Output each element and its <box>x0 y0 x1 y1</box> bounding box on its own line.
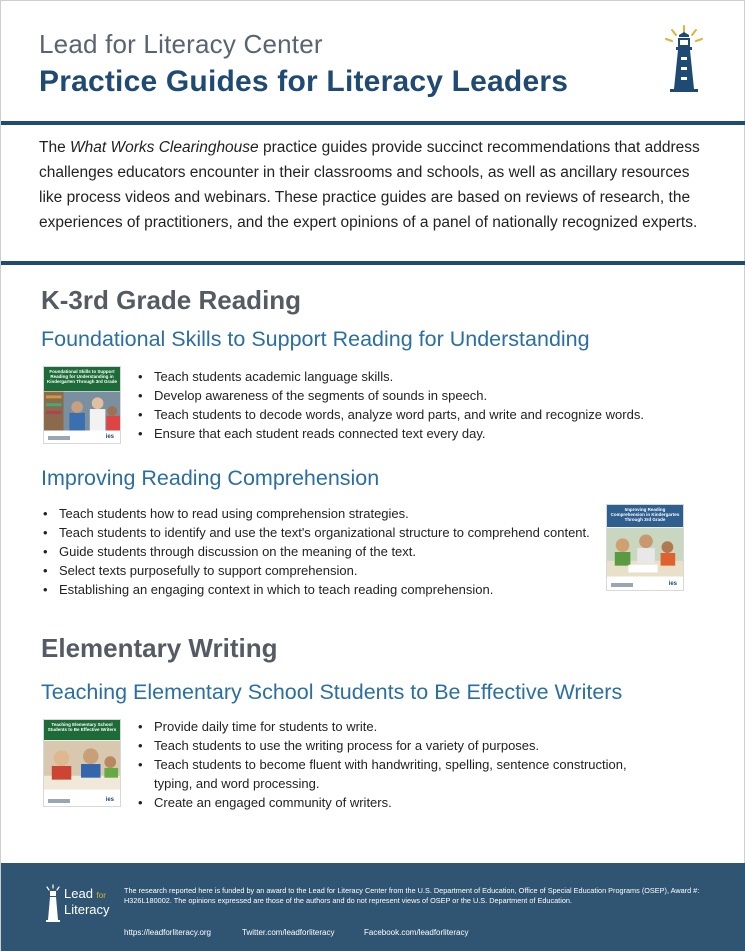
intro-paragraph <box>39 135 709 235</box>
cover-title: Improving Reading Comprehension in Kindergarten Through 3rd Grade <box>607 505 683 527</box>
section-heading-reading: K-3rd Grade Reading <box>41 285 302 315</box>
org-name: Lead for Literacy Center <box>39 29 323 59</box>
intro-pre: The <box>39 139 71 156</box>
funding-statement: The research reported here is funded by an award to the Lead for Literacy Center from the U.S. Department of Education, Office of Special Education Programs (OSEP), Award #: H326L180002. The opinions expressed are those of the authors and do not represent views of OSEP or the U.S. Department of Education. <box>124 886 700 905</box>
footer-logo-for: for <box>96 891 106 900</box>
list-item: • Teach students to identify and use the text's organizational structure to comprehend content. <box>43 523 603 542</box>
twitter-link[interactable]: Twitter.com/leadforliteracy <box>242 928 335 937</box>
section-heading-writing: Elementary Writing <box>41 633 278 663</box>
guide-title-writing: Teaching Elementary School Students to Be Effective Writers <box>41 680 623 704</box>
guide-title-comprehension: Improving Reading Comprehension <box>41 466 380 490</box>
lighthouse-icon <box>661 23 707 95</box>
cover-photo <box>44 391 120 431</box>
intro-divider <box>1 261 745 265</box>
page-title: Practice Guides for Literacy Leaders <box>39 65 569 98</box>
intro-post: practice guides provide succinct recommendations that address challenges educators encounter in their classrooms and schools, as well as ancillary resources like process videos and webinars. These practice guides are based on reviews of research, the experiences of practitioners, and the expert opinions of a panel of nationally recognized experts. <box>39 139 700 231</box>
list-item: • Teach students academic language skills. <box>138 367 698 386</box>
guide-bullets-foundational <box>138 367 698 443</box>
intro-wwc: What Works Clearinghouse <box>70 139 259 156</box>
list-item: • Teach students to become fluent with handwriting, spelling, sentence construction, typing, and word processing. <box>138 755 658 793</box>
guide-cover-writing <box>43 719 121 807</box>
list-item: • Guide students through discussion on the meaning of the text. <box>43 542 603 561</box>
list-item: • Develop awareness of the segments of sounds in speech. <box>138 386 698 405</box>
guide-bullets-comprehension <box>43 504 603 599</box>
list-item: • Ensure that each student reads connected text every day. <box>138 424 698 443</box>
cover-photo <box>607 527 683 577</box>
list-item: • Create an engaged community of writers. <box>138 793 658 812</box>
cover-title: Foundational Skills to Support Reading for Understanding in Kindergarten Through 3rd Grade <box>44 367 120 391</box>
cover-title: Teaching Elementary School Students to Be Effective Writers <box>44 720 120 740</box>
ies-logo: ies <box>105 434 114 440</box>
list-item: • Teach students how to read using comprehension strategies. <box>43 504 603 523</box>
list-item: • Select texts purposefully to support comprehension. <box>43 561 603 580</box>
ies-logo: ies <box>105 797 114 803</box>
cover-footer-mark <box>48 799 70 803</box>
list-item: • Teach students to use the writing process for a variety of purposes. <box>138 736 658 755</box>
ies-logo: ies <box>668 581 677 587</box>
footer-logo-literacy: Literacy <box>64 902 110 917</box>
guide-cover-foundational <box>43 366 121 444</box>
facebook-link[interactable]: Facebook.com/leadforliteracy <box>364 928 469 937</box>
footer-logo <box>43 884 123 924</box>
footer-logo-lead: Lead <box>64 886 93 901</box>
cover-footer-mark <box>611 583 633 587</box>
list-item: • Teach students to decode words, analyze word parts, and write and recognize words. <box>138 405 698 424</box>
website-link[interactable]: https://leadforliteracy.org <box>124 928 212 937</box>
header-divider <box>1 121 745 125</box>
list-item: • Provide daily time for students to write. <box>138 717 658 736</box>
list-item: • Establishing an engaging context in which to teach reading comprehension. <box>43 580 603 599</box>
cover-photo <box>44 740 120 790</box>
guide-title-foundational: Foundational Skills to Support Reading for Understanding <box>41 327 590 351</box>
guide-bullets-writing <box>138 717 658 812</box>
lighthouse-icon <box>43 884 63 924</box>
guide-cover-comprehension <box>606 504 684 591</box>
cover-footer-mark <box>48 436 70 440</box>
